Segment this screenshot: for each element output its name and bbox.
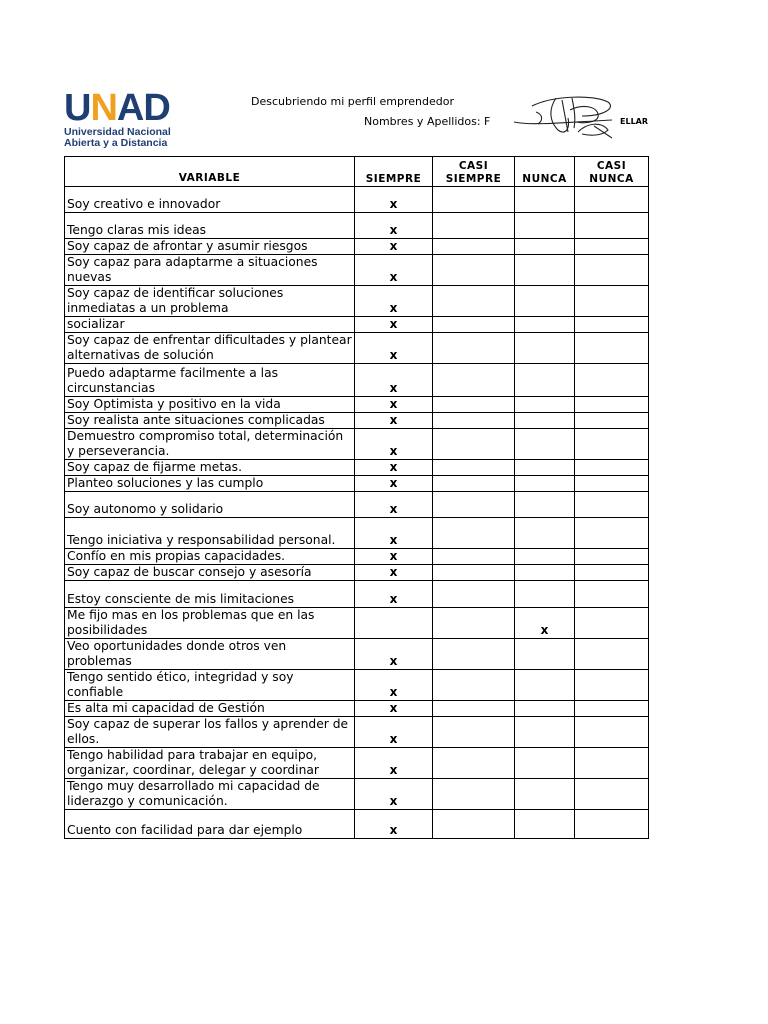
table-row xyxy=(65,608,649,639)
answer-cell-casi-nunca xyxy=(575,397,649,413)
answer-cell-nunca xyxy=(515,286,575,317)
answer-cell-casi-siempre xyxy=(433,518,515,549)
answer-cell-nunca xyxy=(515,810,575,839)
answer-cell-siempre: x xyxy=(355,413,433,429)
answer-cell-siempre: x xyxy=(355,701,433,717)
answer-cell-casi-siempre xyxy=(433,701,515,717)
answer-cell-casi-siempre xyxy=(433,286,515,317)
answer-cell-siempre: x xyxy=(355,492,433,518)
answer-cell-casi-siempre xyxy=(433,810,515,839)
variable-text: Estoy consciente de mis limitaciones xyxy=(65,581,355,608)
answer-cell-casi-siempre xyxy=(433,779,515,810)
answer-cell-nunca xyxy=(515,476,575,492)
answer-cell-nunca xyxy=(515,397,575,413)
answer-cell-siempre: x xyxy=(355,518,433,549)
table-row xyxy=(65,429,649,460)
answer-cell-casi-nunca xyxy=(575,213,649,239)
variable-text: Soy autonomo y solidario xyxy=(65,492,355,518)
answer-cell-nunca xyxy=(515,518,575,549)
answer-cell-casi-nunca xyxy=(575,476,649,492)
answer-cell-nunca xyxy=(515,748,575,779)
answer-cell-casi-nunca xyxy=(575,670,649,701)
document-title: Descubriendo mi perfil emprendedor xyxy=(251,95,454,108)
answer-cell-nunca xyxy=(515,639,575,670)
answer-cell-nunca xyxy=(515,779,575,810)
table-row xyxy=(65,639,649,670)
answer-cell-casi-siempre xyxy=(433,460,515,476)
answer-cell-siempre: x xyxy=(355,397,433,413)
table-row xyxy=(65,476,649,492)
answer-cell-siempre: x xyxy=(355,810,433,839)
answer-cell-casi-siempre xyxy=(433,608,515,639)
answer-cell-casi-nunca xyxy=(575,239,649,255)
answer-cell-siempre: x xyxy=(355,460,433,476)
answer-cell-casi-nunca xyxy=(575,429,649,460)
variable-text: Puedo adaptarme facilmente a las circunstancias xyxy=(65,364,355,397)
answer-cell-nunca xyxy=(515,429,575,460)
answer-cell-siempre: x xyxy=(355,317,433,333)
variable-text: Tengo claras mis ideas xyxy=(65,213,355,239)
logo-line-1: Universidad Nacional xyxy=(64,126,171,138)
profile-survey-table xyxy=(64,156,649,839)
answer-cell-casi-siempre xyxy=(433,239,515,255)
answer-cell-nunca: x xyxy=(515,608,575,639)
table-row xyxy=(65,670,649,701)
answer-cell-nunca xyxy=(515,187,575,213)
answer-cell-casi-nunca xyxy=(575,460,649,476)
answer-cell-casi-siempre xyxy=(433,364,515,397)
answer-cell-casi-siempre xyxy=(433,413,515,429)
answer-cell-casi-nunca xyxy=(575,255,649,286)
answer-cell-siempre: x xyxy=(355,549,433,565)
variable-text: Soy realista ante situaciones complicadas xyxy=(65,413,355,429)
table-row xyxy=(65,460,649,476)
answer-cell-casi-siempre xyxy=(433,565,515,581)
variable-text: Soy capaz de buscar consejo y asesoría xyxy=(65,565,355,581)
answer-cell-casi-nunca xyxy=(575,639,649,670)
answer-cell-nunca xyxy=(515,239,575,255)
name-label: Nombres y Apellidos: F xyxy=(364,115,491,128)
answer-cell-nunca xyxy=(515,333,575,364)
answer-cell-siempre: x xyxy=(355,286,433,317)
answer-cell-nunca xyxy=(515,492,575,518)
table-row xyxy=(65,413,649,429)
table-row xyxy=(65,748,649,779)
answer-cell-siempre: x xyxy=(355,670,433,701)
table-row xyxy=(65,286,649,317)
answer-cell-casi-nunca xyxy=(575,779,649,810)
answer-cell-siempre: x xyxy=(355,187,433,213)
answer-cell-casi-siempre xyxy=(433,717,515,748)
table-row xyxy=(65,810,649,839)
variable-text: Soy capaz de fijarme metas. xyxy=(65,460,355,476)
logo-line-2: Abierta y a Distancia xyxy=(64,137,168,149)
col-header-casi-nunca: CASI NUNCA xyxy=(575,157,649,187)
variable-text: Veo oportunidades donde otros ven problemas xyxy=(65,639,355,670)
answer-cell-siempre: x xyxy=(355,213,433,239)
answer-cell-casi-nunca xyxy=(575,748,649,779)
variable-text: Planteo soluciones y las cumplo xyxy=(65,476,355,492)
answer-cell-casi-siempre xyxy=(433,476,515,492)
table-row xyxy=(65,492,649,518)
answer-cell-casi-nunca xyxy=(575,333,649,364)
answer-cell-siempre: x xyxy=(355,639,433,670)
table-row xyxy=(65,364,649,397)
answer-cell-casi-siempre xyxy=(433,492,515,518)
answer-cell-casi-siempre xyxy=(433,748,515,779)
answer-cell-casi-nunca xyxy=(575,810,649,839)
variable-text: Confío en mis propias capacidades. xyxy=(65,549,355,565)
answer-cell-casi-nunca xyxy=(575,413,649,429)
variable-text: Me fijo mas en los problemas que en las posibilidades xyxy=(65,608,355,639)
answer-cell-casi-siempre xyxy=(433,187,515,213)
answer-cell-nunca xyxy=(515,255,575,286)
answer-cell-nunca xyxy=(515,317,575,333)
answer-cell-siempre: x xyxy=(355,565,433,581)
table-row xyxy=(65,549,649,565)
answer-cell-casi-siempre xyxy=(433,670,515,701)
variable-text: Soy Optimista y positivo en la vida xyxy=(65,397,355,413)
answer-cell-nunca xyxy=(515,413,575,429)
answer-cell-casi-siempre xyxy=(433,581,515,608)
col-header-casi-siempre: CASI SIEMPRE xyxy=(433,157,515,187)
logo-wordmark: UNAD xyxy=(64,87,170,129)
table-header-row xyxy=(65,157,649,187)
answer-cell-casi-nunca xyxy=(575,187,649,213)
table-row xyxy=(65,333,649,364)
table-row xyxy=(65,317,649,333)
variable-text: Soy capaz de afrontar y asumir riesgos xyxy=(65,239,355,255)
answer-cell-casi-siempre xyxy=(433,213,515,239)
col-header-siempre: SIEMPRE xyxy=(355,157,433,187)
variable-text: Tengo habilidad para trabajar en equipo, organizar, coordinar, delegar y coordinar xyxy=(65,748,355,779)
variable-text: Tengo muy desarrollado mi capacidad de liderazgo y comunicación. xyxy=(65,779,355,810)
name-value: ELLAR xyxy=(620,117,649,126)
answer-cell-casi-nunca xyxy=(575,317,649,333)
variable-text: Es alta mi capacidad de Gestión xyxy=(65,701,355,717)
answer-cell-casi-nunca xyxy=(575,565,649,581)
variable-text: Soy capaz de superar los fallos y aprender de ellos. xyxy=(65,717,355,748)
variable-text: Soy creativo e innovador xyxy=(65,187,355,213)
table-row xyxy=(65,239,649,255)
answer-cell-nunca xyxy=(515,565,575,581)
answer-cell-casi-nunca xyxy=(575,286,649,317)
answer-cell-casi-nunca xyxy=(575,701,649,717)
col-header-variable: VARIABLE xyxy=(65,157,355,187)
answer-cell-siempre: x xyxy=(355,364,433,397)
variable-text: Soy capaz de enfrentar dificultades y plantear alternativas de solución xyxy=(65,333,355,364)
answer-cell-nunca xyxy=(515,717,575,748)
variable-text: Tengo sentido ético, integridad y soy confiable xyxy=(65,670,355,701)
answer-cell-nunca xyxy=(515,213,575,239)
answer-cell-casi-siempre xyxy=(433,333,515,364)
table-row xyxy=(65,779,649,810)
answer-cell-siempre: x xyxy=(355,779,433,810)
variable-text: Soy capaz para adaptarme a situaciones nuevas xyxy=(65,255,355,286)
answer-cell-nunca xyxy=(515,670,575,701)
table-row xyxy=(65,581,649,608)
answer-cell-siempre: x xyxy=(355,255,433,286)
unad-logo xyxy=(64,89,176,149)
answer-cell-casi-nunca xyxy=(575,549,649,565)
variable-text: Cuento con facilidad para dar ejemplo xyxy=(65,810,355,839)
table-row xyxy=(65,717,649,748)
variable-text: Tengo iniciativa y responsabilidad personal. xyxy=(65,518,355,549)
table-row xyxy=(65,397,649,413)
answer-cell-siempre: x xyxy=(355,581,433,608)
answer-cell-siempre: x xyxy=(355,239,433,255)
col-header-nunca: NUNCA xyxy=(515,157,575,187)
answer-cell-casi-siempre xyxy=(433,255,515,286)
answer-cell-casi-nunca xyxy=(575,492,649,518)
variable-text: Demuestro compromiso total, determinación y perseverancia. xyxy=(65,429,355,460)
answer-cell-casi-nunca xyxy=(575,608,649,639)
answer-cell-siempre: x xyxy=(355,717,433,748)
table-row xyxy=(65,213,649,239)
answer-cell-casi-nunca xyxy=(575,717,649,748)
table-row xyxy=(65,701,649,717)
answer-cell-nunca xyxy=(515,701,575,717)
answer-cell-casi-siempre xyxy=(433,639,515,670)
variable-text: socializar xyxy=(65,317,355,333)
answer-cell-casi-siempre xyxy=(433,549,515,565)
answer-cell-siempre xyxy=(355,608,433,639)
answer-cell-casi-siempre xyxy=(433,317,515,333)
answer-cell-siempre: x xyxy=(355,333,433,364)
signature-image xyxy=(512,92,620,140)
answer-cell-casi-nunca xyxy=(575,364,649,397)
table-row xyxy=(65,565,649,581)
answer-cell-casi-siempre xyxy=(433,397,515,413)
answer-cell-nunca xyxy=(515,549,575,565)
answer-cell-casi-nunca xyxy=(575,518,649,549)
answer-cell-siempre: x xyxy=(355,748,433,779)
table-row xyxy=(65,187,649,213)
answer-cell-nunca xyxy=(515,364,575,397)
answer-cell-nunca xyxy=(515,460,575,476)
answer-cell-casi-siempre xyxy=(433,429,515,460)
answer-cell-nunca xyxy=(515,581,575,608)
table-row xyxy=(65,518,649,549)
answer-cell-siempre: x xyxy=(355,476,433,492)
table-row xyxy=(65,255,649,286)
answer-cell-siempre: x xyxy=(355,429,433,460)
answer-cell-casi-nunca xyxy=(575,581,649,608)
variable-text: Soy capaz de identificar soluciones inmediatas a un problema xyxy=(65,286,355,317)
